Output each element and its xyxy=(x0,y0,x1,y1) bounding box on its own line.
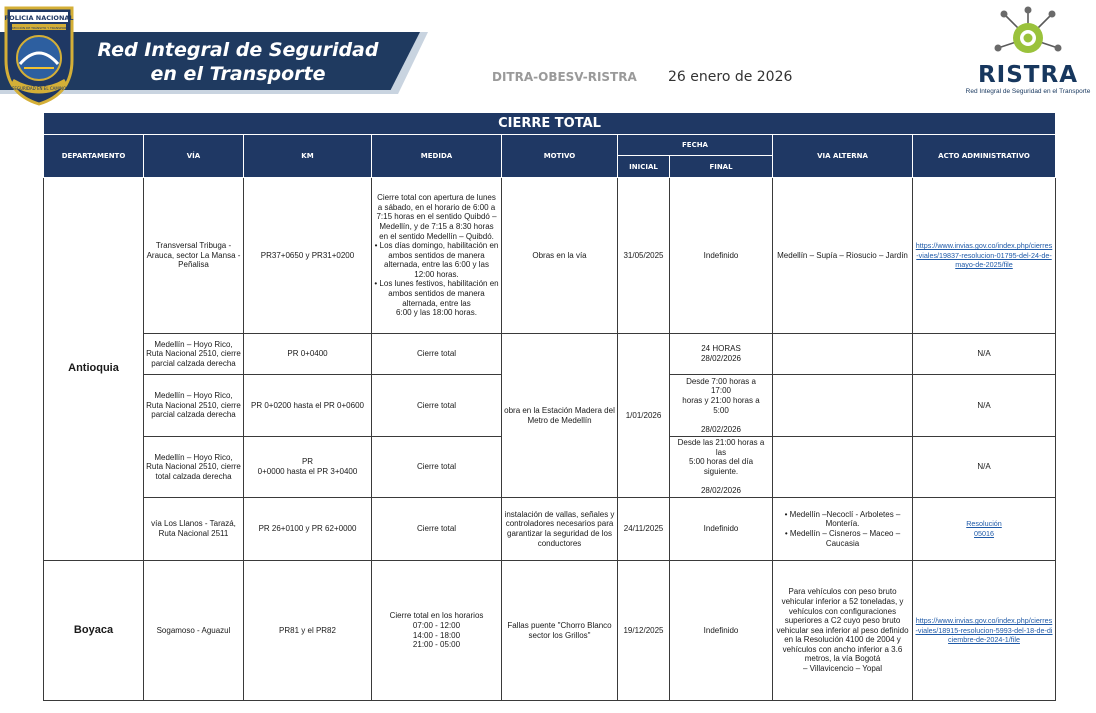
medida-cell: Cierre total en los horarios 07:00 - 12:00 14:00 - 18:00 21:00 - 05:00 xyxy=(372,561,502,701)
badge-motto: SEGURIDAD EN EL CAMINO xyxy=(11,86,67,91)
table-row xyxy=(44,334,1056,375)
fecha-final-cell: Indefinido xyxy=(670,178,773,334)
acto-cell: N/A xyxy=(913,375,1056,437)
via-cell: Medellín – Hoyo Rico, Ruta Nacional 2510, cierre parcial calzada derecha xyxy=(144,334,244,375)
resolution-link[interactable]: https://www.invias.gov.co/index.php/cierres-viales/18915-resolucion-5993-del-18-de-diciembre-de-2024-1/file xyxy=(915,616,1053,645)
resolution-link[interactable]: https://www.invias.gov.co/index.php/cierres-viales/19837-resolucion-01795-del-24-de-mayo-de-2025/file xyxy=(915,241,1053,270)
medida-cell: Cierre total xyxy=(372,437,502,498)
acto-cell: N/A xyxy=(913,437,1056,498)
header-via: VÍA xyxy=(144,135,244,178)
acto-cell xyxy=(913,561,1056,701)
via-alterna-cell: Para vehículos con peso bruto vehicular inferior a 52 toneladas, y vehículos con configuraciones superiores a C2 cuyo peso bruto vehicular sea inferior al peso definido en la Resolución 4100 de 2004 y vehículos con ancho inferior a 3.6 metros, la vía Bogotá – Villavicencio – Yopal xyxy=(773,561,913,701)
header-acto-administrativo: ACTO ADMINISTRATIVO xyxy=(913,135,1056,178)
acto-cell xyxy=(913,498,1056,561)
document-date: 26 enero de 2026 xyxy=(668,69,793,85)
header-via-alterna: VIA ALTERNA xyxy=(773,135,913,178)
badge-title: POLICIA NACIONAL xyxy=(4,14,74,22)
via-alterna-cell xyxy=(773,334,913,375)
header-inicial: INICIAL xyxy=(618,156,670,178)
header-final: FINAL xyxy=(670,156,773,178)
km-cell: PR 0+0400 xyxy=(244,334,372,375)
badge-subtitle: DIRECCIÓN DE TRÁNSITO Y TRANSPORTE xyxy=(8,26,70,30)
table-row xyxy=(44,178,1056,334)
fecha-inicial-cell: 31/05/2025 xyxy=(618,178,670,334)
departamento-cell: Antioquia xyxy=(44,178,144,561)
via-alterna-cell: • Medellín –Necoclí - Arboletes – Montería. • Medellín – Cisneros – Maceo – Caucasia xyxy=(773,498,913,561)
via-cell: Medellín – Hoyo Rico, Ruta Nacional 2510, cierre parcial calzada derecha xyxy=(144,375,244,437)
medida-cell: Cierre total xyxy=(372,334,502,375)
via-alterna-cell xyxy=(773,437,913,498)
motivo-cell: Fallas puente "Chorro Blanco sector los Grillos" xyxy=(502,561,618,701)
fecha-final-cell: Indefinido xyxy=(670,498,773,561)
title-line-1: Red Integral de Seguridad xyxy=(97,39,379,61)
km-cell: PR 26+0100 y PR 62+0000 xyxy=(244,498,372,561)
fecha-final-cell: Indefinido xyxy=(670,561,773,701)
fecha-final-cell: Desde 7:00 horas a 17:00 horas y 21:00 horas a 5:00 28/02/2026 xyxy=(670,375,773,437)
table-row xyxy=(44,498,1056,561)
fecha-inicial-cell: 24/11/2025 xyxy=(618,498,670,561)
header-departamento: DEPARTAMENTO xyxy=(44,135,144,178)
closures-table xyxy=(43,112,1056,701)
medida-cell: Cierre total con apertura de lunes a sábado, en el horario de 6:00 a 7:15 horas en el sentido Quibdó – Medellín, y de 7:15 a 8:30 horas en el sentido Medellín – Quibdó. • Los días domingo, habilitación en ambos sentidos de manera alternada, entre las 6:00 y las 12:00 horas. • Los lunes festivos, habilitación en ambos sentidos de manera alternada, entre las 6:00 y las 18:00 horas. xyxy=(372,178,502,334)
header-motivo: MOTIVO xyxy=(502,135,618,178)
logo-subtitle: Red Integral de Seguridad en el Transporte xyxy=(965,88,1091,95)
via-cell: Transversal Tribuga - Arauca, sector La Mansa - Peñalisa xyxy=(144,178,244,334)
resolution-link[interactable] xyxy=(966,519,1002,538)
departamento-cell: Boyaca xyxy=(44,561,144,701)
via-alterna-cell: Medellín – Supía – Riosucio – Jardín xyxy=(773,178,913,334)
header-km: KM xyxy=(244,135,372,178)
document-code: DITRA-OBESV-RISTRA xyxy=(492,70,637,84)
fecha-final-cell: Desde las 21:00 horas a las 5:00 horas del día siguiente. 28/02/2026 xyxy=(670,437,773,498)
page-title xyxy=(78,38,398,86)
motivo-cell: obra en la Estación Madera del Metro de Medellín xyxy=(502,334,618,498)
fecha-inicial-cell: 1/01/2026 xyxy=(618,334,670,498)
acto-cell xyxy=(913,178,1056,334)
table-row xyxy=(44,561,1056,701)
via-cell: vía Los Llanos - Tarazá, Ruta Nacional 2511 xyxy=(144,498,244,561)
police-badge-icon xyxy=(2,2,76,106)
medida-cell: Cierre total xyxy=(372,498,502,561)
page-header xyxy=(0,0,1096,110)
header-medida: MEDIDA xyxy=(372,135,502,178)
resolution-link-line-2: 05016 xyxy=(974,529,995,538)
table-title: CIERRE TOTAL xyxy=(44,113,1056,135)
motivo-cell: Obras en la vía xyxy=(502,178,618,334)
resolution-link-line-1: Resolución xyxy=(966,519,1002,529)
fecha-inicial-cell: 19/12/2025 xyxy=(618,561,670,701)
medida-cell: Cierre total xyxy=(372,375,502,437)
km-cell: PR 0+0200 hasta el PR 0+0600 xyxy=(244,375,372,437)
fecha-final-cell: 24 HORAS 28/02/2026 xyxy=(670,334,773,375)
km-cell: PR 0+0000 hasta el PR 3+0400 xyxy=(244,437,372,498)
via-alterna-cell xyxy=(773,375,913,437)
via-cell: Sogamoso - Aguazul xyxy=(144,561,244,701)
km-cell: PR81 y el PR82 xyxy=(244,561,372,701)
acto-cell: N/A xyxy=(913,334,1056,375)
logo-wordmark: RISTRA xyxy=(977,62,1079,88)
closures-table-container xyxy=(43,112,1055,701)
title-line-2: en el Transporte xyxy=(150,63,326,85)
motivo-cell: instalación de vallas, señales y controladores necesarios para garantizar la seguridad de los conductores xyxy=(502,498,618,561)
km-cell: PR37+0650 y PR31+0200 xyxy=(244,178,372,334)
header-fecha: FECHA xyxy=(618,135,773,156)
via-cell: Medellín – Hoyo Rico, Ruta Nacional 2510, cierre total calzada derecha xyxy=(144,437,244,498)
